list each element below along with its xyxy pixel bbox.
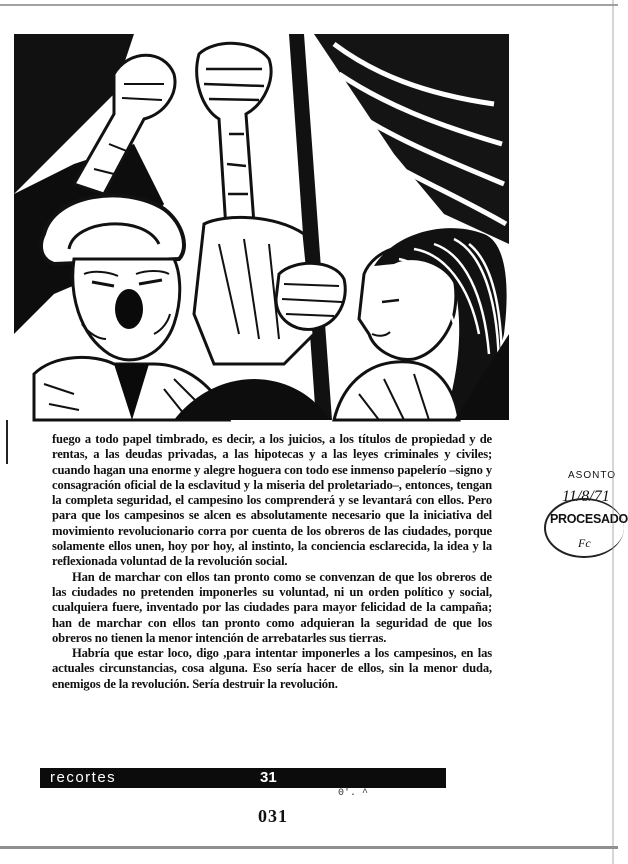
footer-mark: 0'. ^	[338, 788, 369, 799]
stamp-signature: Fc	[578, 536, 591, 550]
margin-bracket-mark	[6, 420, 18, 464]
footer-number: 31	[260, 769, 277, 786]
paragraph-1: fuego a todo papel timbrado, es decir, a los juicios, a los títulos de propiedad y de rentas, a las deudas privadas, a las hipotecas y a las leyes criminales y civiles; cuando hagan una enorme y alegre hoguera con todo ese inmenso papelerío –signo y consagración oficial de la esclavitud y la miseria del proletariado–, entonces, tengan la completa seguridad, el campesino los comprenderá y se levantará con ellos. Pero para que los campesinos se alcen es absolutamente necesario que la iniciativa del movimiento revolucionario corra por cuenta de los obreros de las ciudades, porque solamente ellos unen, hoy por hoy, al instinto, la conciencia esclarecida, la idea y la reflexionada voluntad de la revolución social.	[52, 432, 492, 569]
right-scan-edge	[612, 0, 614, 864]
footer-bar	[40, 768, 446, 788]
paragraph-3: Habría que estar loco, digo ,para intentar imponerles a los campesinos, en las actuales circunstancias, cosa alguna. Eso sería hacer de ellos, sin la menor duda, enemigos de la revolución. Sería destruir la revolución.	[52, 646, 492, 691]
stamp-date: 11/8/71	[562, 488, 610, 505]
stamp-label: PROCESADO	[550, 512, 628, 526]
stamp-top-text: ASONTO	[568, 470, 617, 481]
footer-brand: recortes	[50, 769, 117, 786]
bottom-scan-rule	[0, 846, 618, 849]
paragraph-2: Han de marchar con ellos tan pronto como se convenzan de que los obreros de las ciudades no pretenden imponerles su voluntad, ni un orden político y social, cualquiera fuere, inventado por las ciudades para mayor felicidad de la campaña; han de marchar con ellos tan pronto como adquieran la seguridad de que los obreros no tienen la menor intención de arrebatarles sus tierras.	[52, 569, 492, 645]
propaganda-illustration	[14, 34, 509, 420]
article-body	[52, 432, 492, 692]
top-scan-rule	[0, 4, 618, 6]
processed-stamp	[542, 470, 628, 560]
page-number: 031	[258, 806, 288, 826]
